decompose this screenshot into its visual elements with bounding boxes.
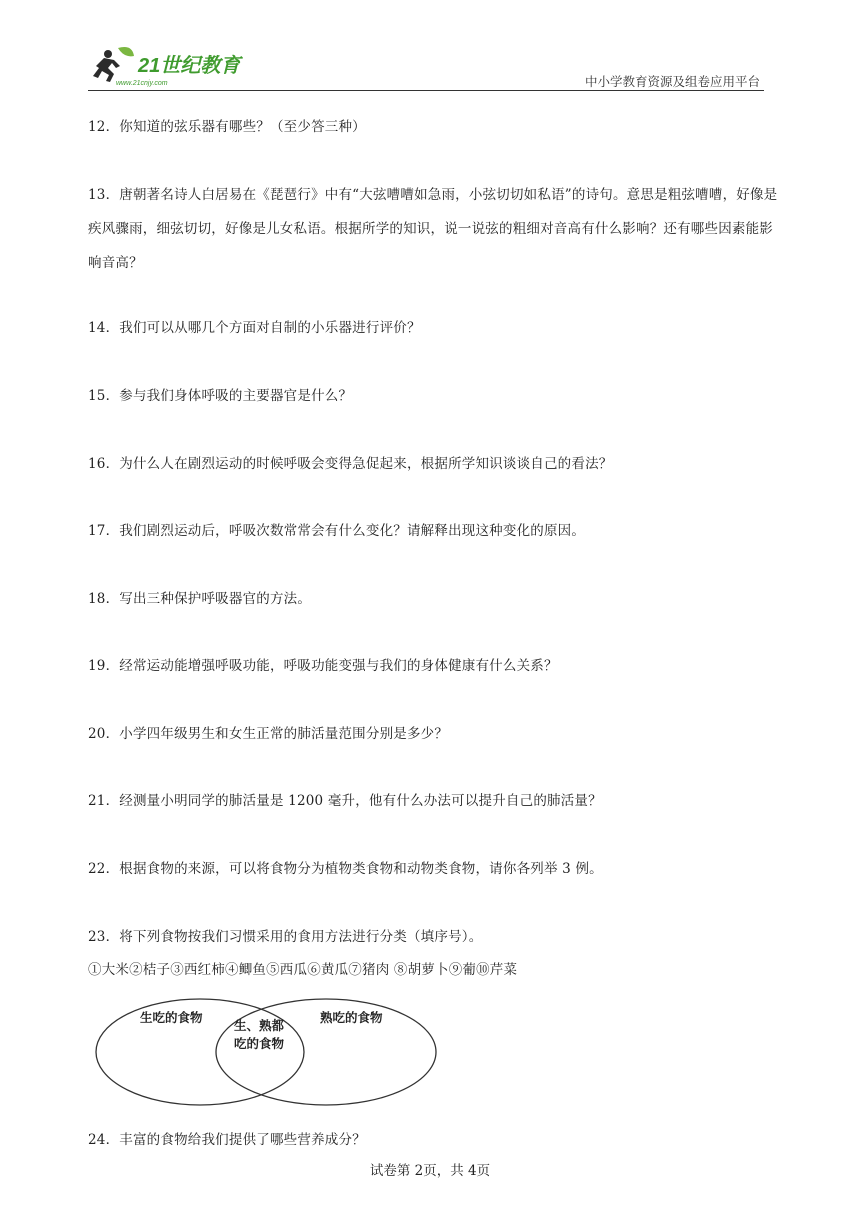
question-19: 19．经常运动能增强呼吸功能，呼吸功能变强与我们的身体健康有什么关系？ xyxy=(88,658,558,674)
logo-21cnjy xyxy=(88,44,258,88)
question-20: 20．小学四年级男生和女生正常的肺活量范围分别是多少？ xyxy=(88,726,449,742)
platform-name: 中小学教育资源及组卷应用平台 xyxy=(584,74,760,89)
leaf-icon xyxy=(118,47,134,56)
question-14: 14．我们可以从哪几个方面对自制的小乐器进行评价？ xyxy=(88,320,421,336)
logo-url: www.21cnjy.com xyxy=(116,80,168,87)
question-21: 21．经测量小明同学的肺活量是 1200 毫升，他有什么办法可以提升自己的肺活量？ xyxy=(88,793,602,809)
runner-icon xyxy=(93,50,120,82)
question-12: 12．你知道的弦乐器有哪些？（至少答三种） xyxy=(88,119,366,135)
question-24: 24．丰富的食物给我们提供了哪些营养成分？ xyxy=(88,1132,366,1148)
question-15: 15．参与我们身体呼吸的主要器官是什么？ xyxy=(88,388,353,404)
question-16: 16．为什么人在剧烈运动的时候呼吸会变得急促起来，根据所学知识谈谈自己的看法？ xyxy=(88,456,613,472)
page-header xyxy=(88,40,764,91)
question-22: 22．根据食物的来源，可以将食物分为植物类食物和动物类食物，请你各列举 3 例。 xyxy=(88,861,603,877)
question-18: 18．写出三种保护呼吸器官的方法。 xyxy=(88,591,312,607)
venn-diagram xyxy=(92,995,442,1115)
logo-text: 21世纪教育 xyxy=(138,55,241,77)
question-17: 17．我们剧烈运动后，呼吸次数常常会有什么变化？请解释出现这种变化的原因。 xyxy=(88,523,586,539)
question-23-items: ①大米②桔子③西红柿④鲫鱼⑤西瓜⑥黄瓜⑦猪肉 ⑧胡萝卜⑨葡⑩芹菜 xyxy=(88,962,518,978)
question-23: 23．将下列食物按我们习惯采用的食用方法进行分类（填序号）。 xyxy=(88,929,483,945)
page-footer: 试卷第 2页，共 4页 xyxy=(369,1163,491,1179)
venn-middle-label-2: 吃的食物 xyxy=(234,1036,285,1051)
venn-middle-label-1: 生、熟都 xyxy=(234,1018,285,1033)
venn-right-label: 熟吃的食物 xyxy=(320,1010,383,1025)
venn-left-label: 生吃的食物 xyxy=(140,1010,203,1025)
question-13: 13．唐朝著名诗人白居易在《琵琶行》中有“大弦嘈嘈如急雨，小弦切切如私语”的诗句。意思是粗弦嘈嘈，好像是疾风骤雨，细弦切切，好像是儿女私语。根据所学的知识，说一说弦的粗细对音高有什么影响？还有哪些因素能影响音高？ xyxy=(88,187,778,271)
